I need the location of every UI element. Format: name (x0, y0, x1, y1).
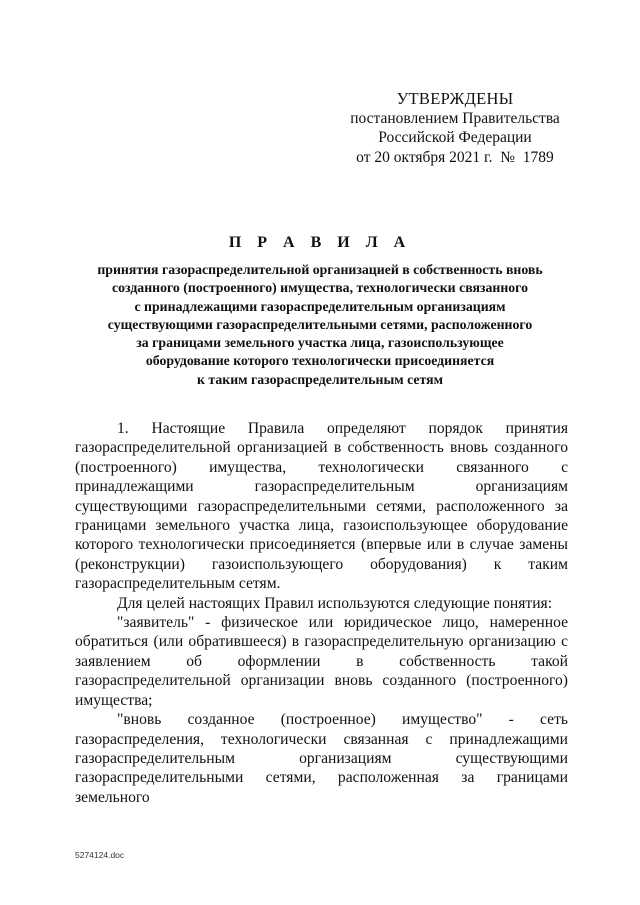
file-name-footer: 5274124.doc (75, 850, 125, 860)
subtitle-line: существующими газораспределительными сетями, расположенного (107, 316, 533, 332)
subtitle-line: с принадлежащими газораспределительным организациям (134, 298, 506, 314)
subtitle-line: принятия газораспределительной организацией в собственность вновь (97, 262, 543, 277)
subtitle-line: оборудование которого технологически присоединяется (145, 353, 495, 369)
subtitle-line: к таким газораспределительным сетям (197, 371, 443, 387)
approval-block (340, 89, 570, 167)
body-paragraph: Для целей настоящих Правил используются следующие понятия: (117, 594, 553, 612)
approval-line: постановлением Правительства (350, 109, 560, 127)
approval-date-line: от 20 октября 2021 г. № 1789 (356, 148, 554, 166)
body-paragraph: "заявитель" - физическое или юридическое лицо, намеренное обратиться (или обратившееся) в газораспределительную организацию с заявлением об оформлении в собственность такой газораспределительной организации вновь созданного (построенного) имущества; (75, 614, 568, 709)
subtitle-line: созданного (построенного) имущества, технологически связанного (112, 280, 528, 296)
document-body (75, 419, 568, 807)
body-paragraph: 1. Настоящие Правила определяют порядок принятия газораспределительной организацией в собственность вновь созданного (построенного) имущества, технологически связанного с принадлежащими газораспределительным организациям существующими газораспределительными сетями, расположенного за границами земельного участка лица, газоиспользующее оборудование которого технологически присоединяется (впервые или в случае замены (реконструкции) газоиспользующего оборудования) к таким газораспределительным сетям. (75, 420, 568, 593)
body-paragraph: "вновь созданное (построенное) имущество" - сеть газораспределения, технологически связанная с принадлежащими газораспределительным организациям существующими газораспределительными сетями, расположенная за границами земельного (75, 711, 568, 806)
approval-line: Российской Федерации (378, 129, 532, 146)
document-subtitle (60, 261, 580, 389)
subtitle-line: за границами земельного участка лица, газоиспользующее (136, 335, 504, 351)
approval-title: УТВЕРЖДЕНЫ (396, 89, 514, 108)
document-title: П Р А В И Л А (228, 234, 412, 251)
